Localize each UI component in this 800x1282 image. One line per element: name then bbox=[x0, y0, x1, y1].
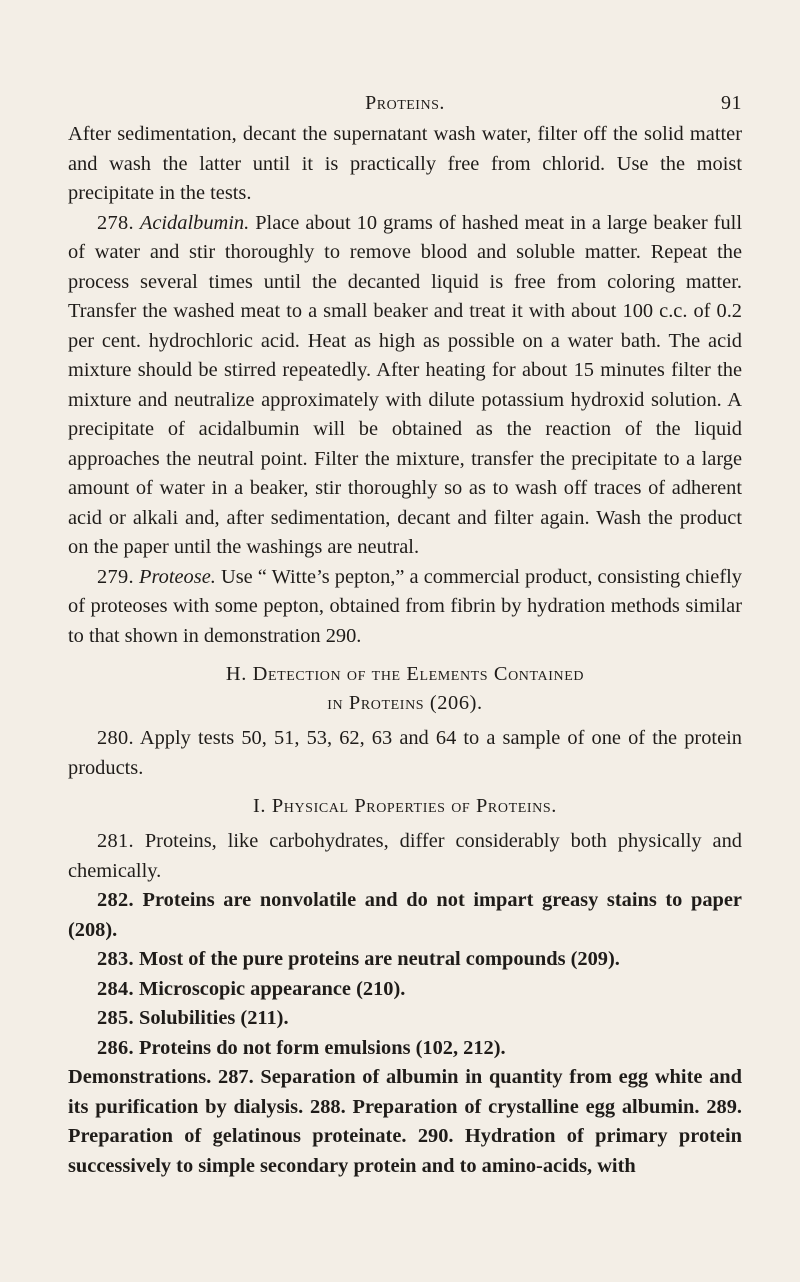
heading-line: in Proteins (206). bbox=[327, 692, 483, 714]
paragraph-text: Proteins are nonvolatile and do not impart greasy stains to paper (208). bbox=[68, 889, 742, 941]
paragraph-285 bbox=[68, 1004, 742, 1034]
paragraph-text: Proteins, like carbohydrates, differ considerably both physically and chemically. bbox=[68, 830, 742, 882]
paragraph-text: Microscopic appearance (210). bbox=[139, 977, 406, 1000]
paragraph-281 bbox=[68, 827, 742, 886]
paragraph-text: Place about 10 grams of hashed meat in a large beaker full of water and stir thoroughly to remove blood and soluble matter. Repeat the process several times until the decanted liquid is free from coloring matter. Transfer the washed meat to a small beaker and treat it with about 100 c.c. of 0.2 per cent. hydrochloric acid. Heat as high as possible on a water bath. The acid mixture should be stirred repeatedly. After heating for about 15 minutes filter the mixture and neutralize approximately with dilute potassium hydroxid solution. A precipitate of acidalbumin will be obtained as the reaction of the liquid approaches the neutral point. Filter the mixture, transfer the precipitate to a large amount of water in a beaker, stir thoroughly so as to wash off traces of adherent acid or alkali and, after sedimentation, decant and filter again. Wash the product on the paper until the washings are neutral. bbox=[68, 211, 742, 558]
paragraph-number: 281. bbox=[97, 830, 134, 852]
paragraph-text: Apply tests 50, 51, 53, 62, 63 and 64 to a sample of one of the protein products. bbox=[68, 727, 742, 779]
paragraph-number: 285. bbox=[97, 1007, 134, 1029]
paragraph-286 bbox=[68, 1034, 742, 1064]
paragraph-278 bbox=[68, 209, 742, 563]
paragraph-280 bbox=[68, 724, 742, 783]
section-heading-h bbox=[68, 660, 742, 718]
paragraph-number: 279. bbox=[97, 565, 134, 588]
paragraph-282 bbox=[68, 886, 742, 945]
paragraph-279 bbox=[68, 563, 742, 652]
demonstrations-paragraph: Demonstrations. 287. Separation of albumin in quantity from egg white and its purification by dialysis. 288. Preparation of crystalline egg albumin. 289. Preparation of gelatinous proteinate. 290. Hydration of primary protein successively to simple secondary protein and to amino-acids, with bbox=[68, 1066, 742, 1177]
term-proteose: Proteose. bbox=[139, 565, 216, 588]
body-text bbox=[68, 120, 742, 1181]
book-page bbox=[68, 86, 742, 1181]
paragraph-283 bbox=[68, 945, 742, 975]
term-acidalbumin: Acidalbumin. bbox=[139, 211, 250, 234]
paragraph-284 bbox=[68, 975, 742, 1005]
paragraph-text: Use “ Witte’s pepton,” a commercial product, consisting chiefly of proteoses with some pepton, obtained from fibrin by hydration methods similar to that shown in demonstration 290. bbox=[68, 565, 742, 647]
paragraph-text: Most of the pure proteins are neutral compounds (209). bbox=[139, 948, 620, 970]
heading-line: H. Detection of the Elements Contained bbox=[225, 663, 585, 685]
section-heading-i: I. Physical Properties of Proteins. bbox=[253, 795, 557, 817]
paragraph-text: Solubilities (211). bbox=[139, 1007, 289, 1029]
running-header bbox=[68, 86, 742, 120]
paragraph-number: 283. bbox=[97, 948, 134, 970]
paragraph-number: 286. bbox=[97, 1036, 134, 1059]
paragraph-text: Proteins do not form emulsions (102, 212). bbox=[139, 1036, 506, 1059]
page-number: 91 bbox=[721, 92, 742, 114]
paragraph-number: 280. bbox=[97, 727, 134, 749]
intro-paragraph: After sedimentation, decant the supernatant wash water, filter off the solid matter and wash the latter until it is practically free from chlorid. Use the moist precipitate in the tests. bbox=[68, 123, 742, 204]
running-title: Proteins. bbox=[365, 92, 445, 114]
paragraph-number: 278. bbox=[97, 211, 134, 234]
paragraph-number: 284. bbox=[97, 977, 134, 1000]
paragraph-number: 282. bbox=[97, 889, 134, 911]
